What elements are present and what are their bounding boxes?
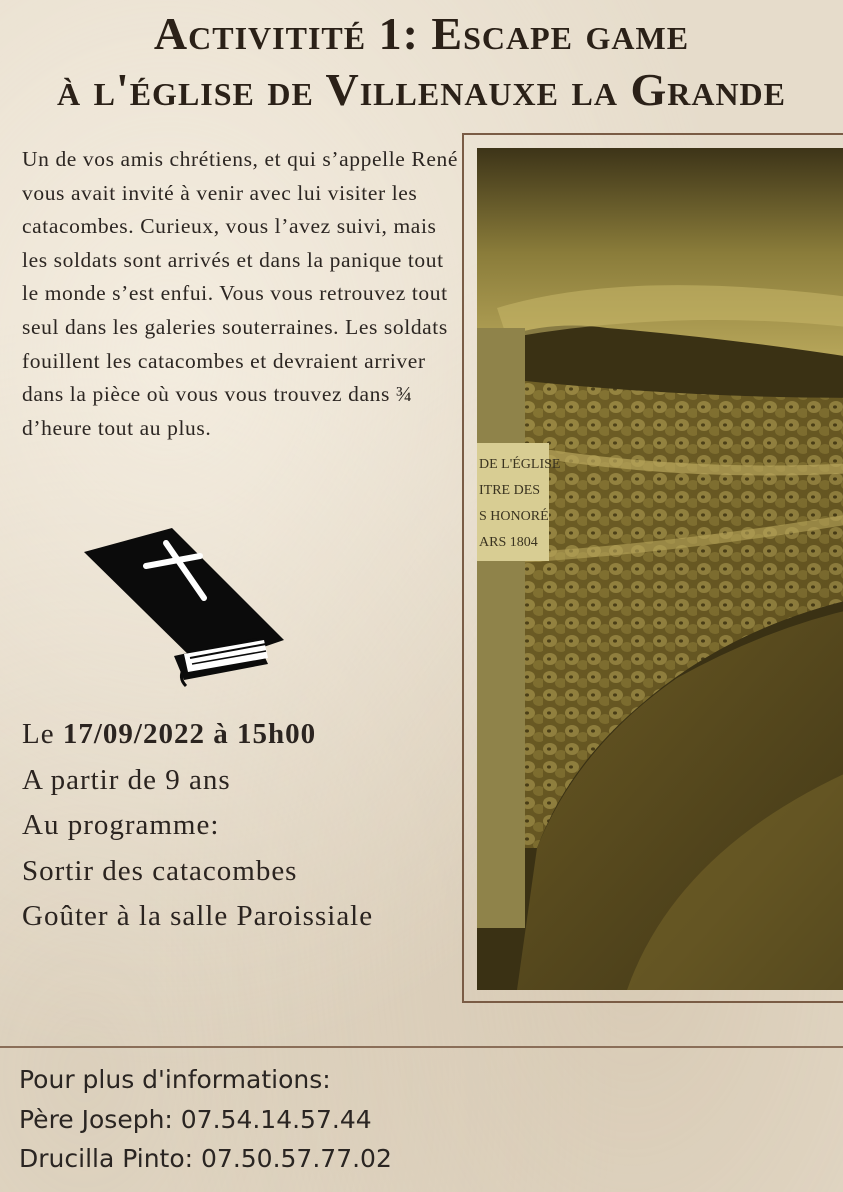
contact-info [19, 1060, 392, 1179]
divider [0, 1046, 843, 1048]
program-item: Sortir des catacombes [22, 854, 298, 887]
contact-heading: Pour plus d'informations: [19, 1065, 331, 1094]
intro-paragraph: Un de vos amis chrétiens, et qui s’appelle René vous avait invité à venir avec lui visiter les catacombes. Curieux, vous l’avez suivi, mais les soldats sont arrivés et dans la panique tout le monde s’est enfui. Vous vous retrouvez tout seul dans les galeries souterraines. Les soldats fouillent les catacombes et devraient arriver dans la pièce où vous vous trouvez dans ¾ d’heure tout au plus. [22, 147, 458, 440]
event-details [22, 712, 462, 940]
svg-text:S HONORÉ: S HONORÉ [479, 509, 549, 524]
page-title-line-2: à l'église de Villenauxe la Grande [56, 64, 787, 115]
program-label: Au programme: [22, 809, 220, 841]
program-item: Goûter à la salle Paroissiale [22, 900, 374, 932]
svg-text:DE L'ÉGLISE: DE L'ÉGLISE [479, 457, 561, 472]
contact-line: Père Joseph: 07.54.14.57.44 [19, 1104, 372, 1134]
event-date: Le 17/09/2022 à 15h00 [22, 718, 317, 750]
contact-line: Drucilla Pinto: 07.50.57.77.02 [19, 1144, 392, 1173]
catacombs-image [477, 148, 843, 990]
page-title-line-1: Activitité 1: Escape game [153, 8, 690, 59]
age-requirement: A partir de 9 ans [22, 763, 231, 796]
bible-icon [80, 528, 288, 690]
catacombs-photo [477, 148, 843, 990]
svg-text:ARS 1804: ARS 1804 [479, 535, 538, 550]
svg-text:ITRE DES: ITRE DES [479, 483, 541, 498]
